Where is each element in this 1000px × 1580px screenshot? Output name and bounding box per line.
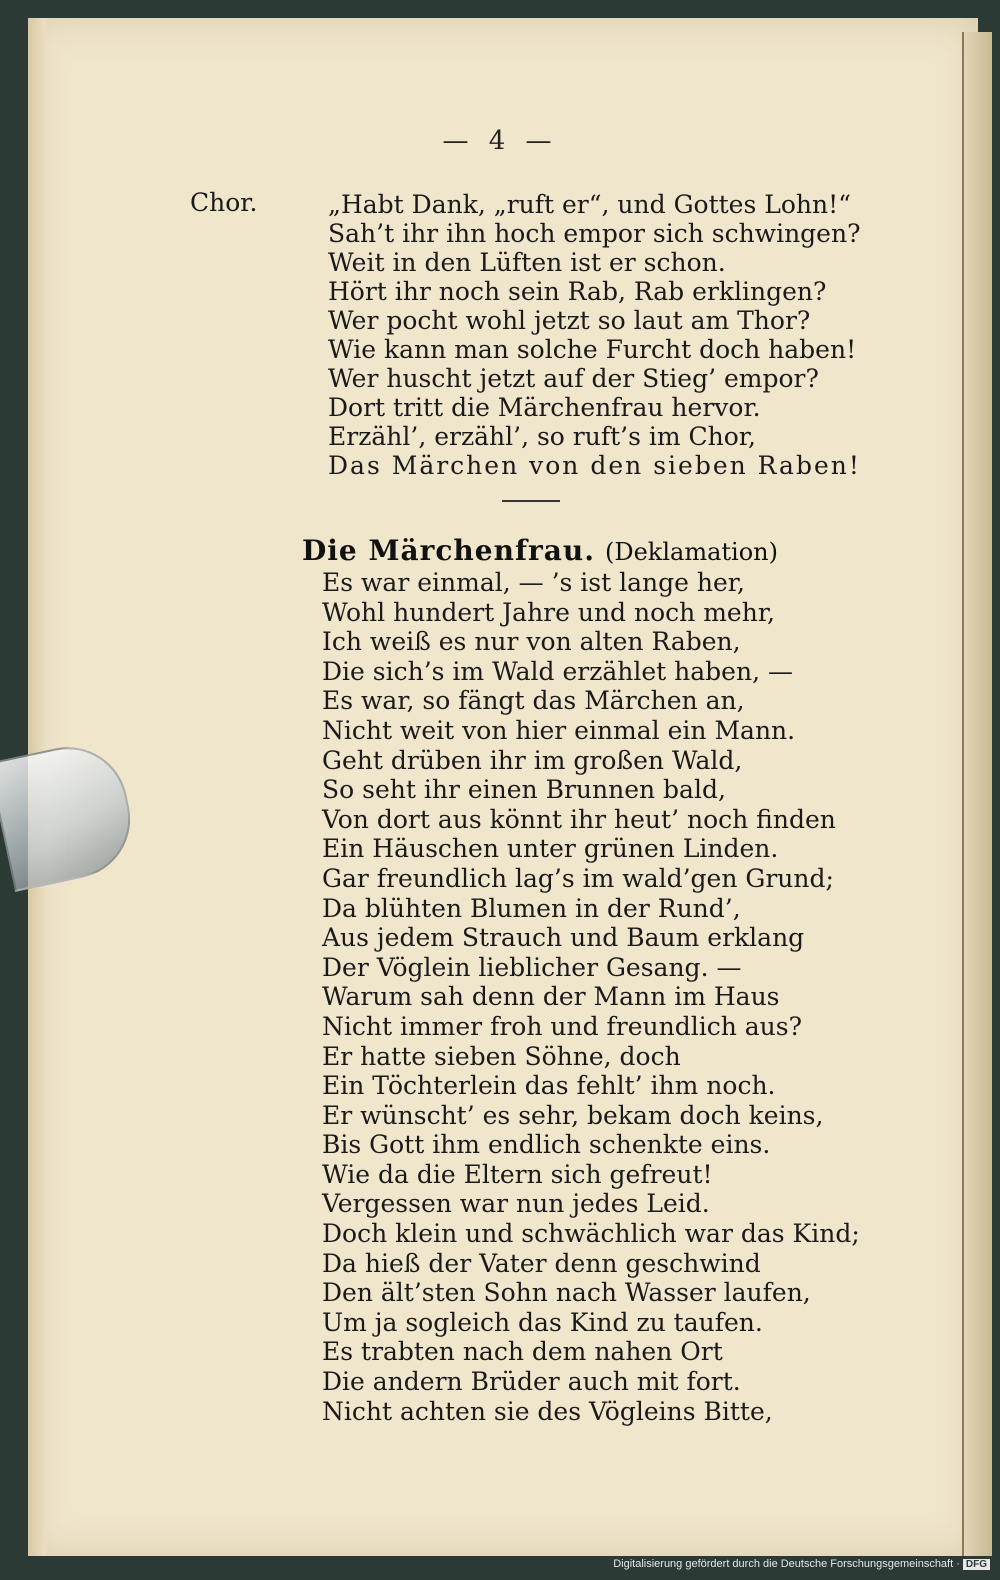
poem-line: Um ja sogleich das Kind zu taufen. bbox=[322, 1307, 763, 1337]
poem-line: Warum sah denn der Mann im Haus bbox=[322, 982, 780, 1012]
verse-line: Erzähl’, erzähl’, so ruft’s im Chor, bbox=[328, 422, 756, 451]
poem-line: Bis Gott ihm endlich schenkte eins. bbox=[322, 1130, 771, 1160]
poem-line: Vergessen war nun jedes Leid. bbox=[322, 1189, 710, 1219]
poem-line: So seht ihr einen Brunnen bald, bbox=[322, 775, 726, 805]
poem-line: Er hatte sieben Söhne, doch bbox=[322, 1041, 681, 1071]
speaker-label: Chor. bbox=[190, 188, 258, 217]
poem-line: Er wünscht’ es sehr, bekam doch keins, bbox=[322, 1100, 824, 1130]
section-divider bbox=[502, 500, 560, 502]
section-heading bbox=[302, 534, 778, 567]
poem-line: Die andern Brüder auch mit fort. bbox=[322, 1367, 741, 1397]
poem-line: Den ält’sten Sohn nach Wasser laufen, bbox=[322, 1278, 811, 1308]
page-edge-right bbox=[962, 32, 992, 1556]
poem-line: Wohl hundert Jahre und noch mehr, bbox=[322, 597, 775, 627]
poem-line: Es war, so fängt das Märchen an, bbox=[322, 686, 745, 716]
poem-line: Es war einmal, — ’s ist lange her, bbox=[322, 568, 745, 597]
verse-line: Wer pocht wohl jetzt so laut am Thor? bbox=[328, 306, 811, 335]
verse-line: Sah’t ihr ihn hoch empor sich schwingen? bbox=[328, 219, 861, 248]
poem-line: Der Vöglein lieblicher Gesang. — bbox=[322, 952, 742, 982]
verse-line: Dort tritt die Märchenfrau hervor. bbox=[328, 393, 761, 422]
poem-line: Da blühten Blumen in der Rund’, bbox=[322, 893, 741, 923]
poem-line: Ich weiß es nur von alten Raben, bbox=[322, 627, 741, 657]
poem-line: Nicht immer froh und freundlich aus? bbox=[322, 1011, 803, 1041]
chor-verse bbox=[328, 190, 861, 480]
section-subtitle: (Deklamation) bbox=[605, 538, 778, 566]
verse-line: Hört ihr noch sein Rab, Rab erklingen? bbox=[328, 277, 827, 306]
poem-line: Es trabten nach dem nahen Ort bbox=[322, 1337, 723, 1367]
poem-line: Da hieß der Vater denn geschwind bbox=[322, 1248, 761, 1278]
poem-line: Nicht weit von hier einmal ein Mann. bbox=[322, 715, 796, 745]
verse-line: „Habt Dank, „ruft er“, und Gottes Lohn!“ bbox=[328, 190, 851, 219]
poem-line: Aus jedem Strauch und Baum erklang bbox=[322, 923, 805, 953]
poem-line: Geht drüben ihr im großen Wald, bbox=[322, 745, 743, 775]
verse-line: Weit in den Lüften ist er schon. bbox=[328, 248, 726, 277]
poem-line: Gar freundlich lag’s im wald’gen Grund; bbox=[322, 863, 834, 893]
footer-text: Digitalisierung gefördert durch die Deutsche Forschungsgemeinschaft · bbox=[613, 1558, 960, 1570]
digitization-footer bbox=[613, 1558, 990, 1570]
dfg-logo: DFG bbox=[963, 1559, 990, 1570]
verse-line: Wer huscht jetzt auf der Stieg’ empor? bbox=[328, 364, 819, 393]
page-number: — 4 — bbox=[442, 126, 558, 156]
poem-line: Doch klein und schwächlich war das Kind; bbox=[322, 1219, 860, 1249]
poem-line: Von dort aus könnt ihr heut’ noch finden bbox=[322, 804, 836, 834]
poem-line: Ein Töchterlein das fehlt’ ihm noch. bbox=[322, 1071, 776, 1101]
poem-line: Wie da die Eltern sich gefreut! bbox=[322, 1159, 713, 1189]
verse-line: Wie kann man solche Furcht doch haben! bbox=[328, 335, 857, 364]
section-title: Die Märchenfrau. bbox=[302, 534, 595, 567]
poem-line: Die sich’s im Wald erzählet haben, — bbox=[322, 656, 793, 686]
poem-body bbox=[322, 568, 860, 1426]
poem-line: Nicht achten sie des Vögleins Bitte, bbox=[322, 1396, 773, 1426]
verse-line: Das Märchen von den sieben Raben! bbox=[328, 451, 861, 480]
poem-line: Ein Häuschen unter grünen Linden. bbox=[322, 834, 779, 864]
